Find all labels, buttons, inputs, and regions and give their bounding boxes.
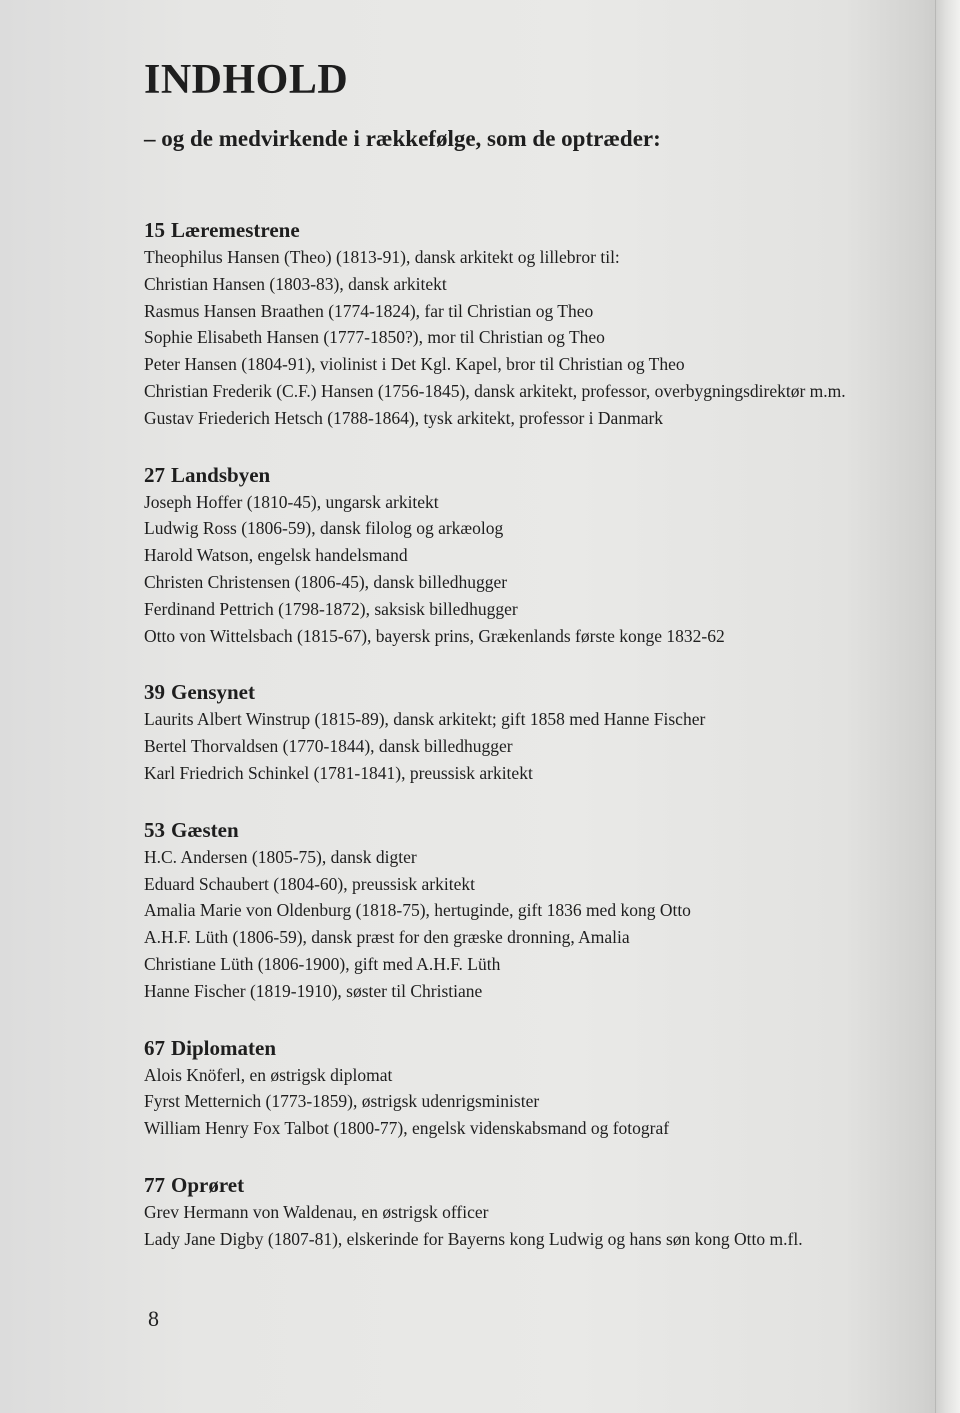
list-item: Amalia Marie von Oldenburg (1818-75), hertuginde, gift 1836 med kong Otto: [144, 900, 691, 921]
section-page-number: 39: [144, 680, 165, 705]
page-subtitle: – og de medvirkende i rækkefølge, som de optræder:: [144, 126, 661, 151]
list-item: William Henry Fox Talbot (1800-77), engelsk videnskabsmand og fotograf: [144, 1118, 670, 1139]
section-heading: [144, 678, 904, 706]
list-item: Karl Friedrich Schinkel (1781-1841), preussisk arkitekt: [144, 762, 533, 783]
list-item: Alois Knöferl, en østrigsk diplomat: [144, 1064, 393, 1085]
section-heading: [144, 216, 904, 244]
section-title: Læremestrene: [171, 218, 300, 242]
list-item: Sophie Elisabeth Hansen (1777-1850?), mor til Christian og Theo: [144, 327, 605, 348]
section-heading: [144, 461, 904, 489]
section-page-number: 77: [144, 1172, 165, 1197]
list-item: H.C. Andersen (1805-75), dansk digter: [144, 846, 417, 867]
list-item: Bertel Thorvaldsen (1770-1844), dansk billedhugger: [144, 736, 513, 757]
table-of-contents: [144, 216, 904, 1253]
section-heading: [144, 1171, 904, 1199]
page-content: [144, 52, 904, 1282]
toc-section-gensynet: [144, 678, 904, 786]
toc-section-laeremestrene: [144, 216, 904, 432]
list-item: Fyrst Metternich (1773-1859), østrigsk udenrigsminister: [144, 1091, 540, 1112]
list-item: Christian Hansen (1803-83), dansk arkitekt: [144, 273, 447, 294]
list-item: Theophilus Hansen (Theo) (1813-91), dansk arkitekt og lillebror til:: [144, 247, 620, 267]
page-number: 8: [148, 1306, 159, 1331]
list-item: Rasmus Hansen Braathen (1774-1824), far til Christian og Theo: [144, 300, 594, 321]
list-item: Laurits Albert Winstrup (1815-89), dansk arkitekt; gift 1858 med Hanne Fischer: [144, 709, 706, 730]
section-title: Oprøret: [171, 1172, 245, 1197]
list-item: Christen Christensen (1806-45), dansk billedhugger: [144, 571, 508, 592]
section-title: Gæsten: [171, 817, 239, 842]
section-heading: [144, 1034, 904, 1062]
list-item: Hanne Fischer (1819-1910), søster til Christiane: [144, 980, 483, 1001]
next-page-edge: [935, 0, 960, 1413]
toc-section-oproret: [144, 1171, 904, 1253]
list-item: Ferdinand Pettrich (1798-1872), saksisk billedhugger: [144, 598, 518, 619]
toc-section-gaesten: [144, 816, 904, 1005]
list-item: Lady Jane Digby (1807-81), elskerinde for Bayerns kong Ludwig og hans søn kong Otto m.fl.: [144, 1228, 803, 1249]
section-heading: [144, 816, 904, 844]
section-page-number: 67: [144, 1035, 165, 1060]
list-item: Otto von Wittelsbach (1815-67), bayersk prins, Grækenlands første konge 1832-62: [144, 625, 725, 646]
list-item: Ludwig Ross (1806-59), dansk filolog og arkæolog: [144, 518, 504, 539]
list-item: A.H.F. Lüth (1806-59), dansk præst for den græske dronning, Amalia: [144, 927, 630, 948]
section-page-number: 53: [144, 817, 165, 842]
section-title: Landsbyen: [171, 462, 271, 487]
toc-section-diplomaten: [144, 1034, 904, 1142]
list-item: Gustav Friederich Hetsch (1788-1864), tysk arkitekt, professor i Danmark: [144, 407, 664, 428]
section-title: Gensynet: [171, 680, 255, 705]
list-item: Eduard Schaubert (1804-60), preussisk arkitekt: [144, 873, 475, 894]
section-title: Diplomaten: [171, 1035, 276, 1060]
list-item: Christian Frederik (C.F.) Hansen (1756-1845), dansk arkitekt, professor, overbygningsdirektør m.m.: [144, 380, 846, 401]
section-page-number: 15: [144, 218, 165, 242]
list-item: Peter Hansen (1804-91), violinist i Det Kgl. Kapel, bror til Christian og Theo: [144, 354, 685, 375]
list-item: Harold Watson, engelsk handelsmand: [144, 545, 408, 566]
list-item: Grev Hermann von Waldenau, en østrigsk officer: [144, 1201, 489, 1222]
list-item: Christiane Lüth (1806-1900), gift med A.H.F. Lüth: [144, 953, 501, 974]
page-title: INDHOLD: [144, 57, 349, 103]
section-page-number: 27: [144, 462, 165, 487]
list-item: Joseph Hoffer (1810-45), ungarsk arkitekt: [144, 491, 439, 512]
toc-section-landsbyen: [144, 461, 904, 650]
